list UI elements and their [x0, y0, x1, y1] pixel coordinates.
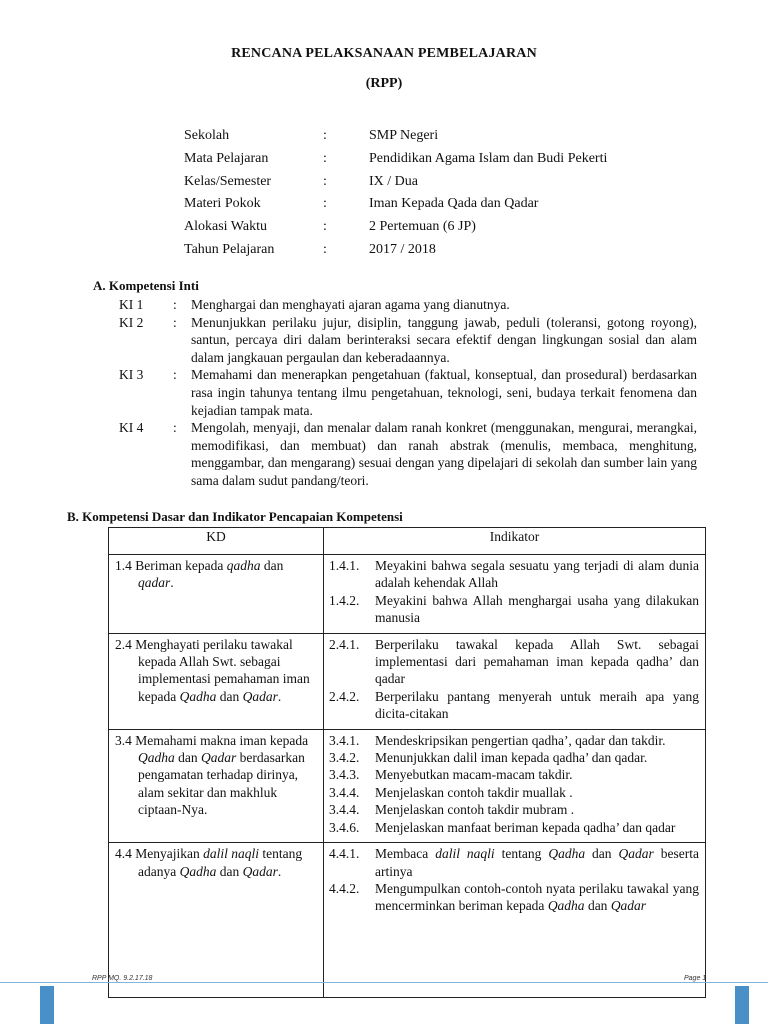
identity-value: Iman Kepada Qada dan Qadar — [369, 196, 539, 212]
kd-text: 2.4 Menghayati perilaku tawakal kepada Allah Swt. sebagai implementasi pemahaman iman kepada Qadha dan Qadar. — [115, 636, 310, 704]
identity-separator: : — [323, 150, 327, 166]
footer-bar-left — [40, 986, 54, 1024]
identity-separator: : — [323, 241, 327, 257]
table-row — [109, 843, 706, 998]
indikator-item — [329, 749, 699, 766]
indikator-item — [329, 732, 699, 749]
indikator-text: Menyebutkan macam-macam takdir. — [375, 767, 573, 783]
indikator-text: Membaca dalil naqli tentang Qadha dan Qadar beserta artinya — [375, 846, 699, 879]
identity-separator: : — [323, 219, 327, 235]
indikator-number: 3.4.1. — [329, 732, 360, 748]
identity-table — [184, 128, 607, 265]
indikator-number: 1.4.1. — [329, 558, 360, 573]
indikator-item — [329, 636, 699, 688]
indikator-number: 3.4.3. — [329, 767, 360, 783]
indikator-item — [329, 784, 699, 801]
indikator-number: 2.4.1. — [329, 636, 360, 652]
identity-row — [184, 174, 607, 197]
indikator-text: Menjelaskan contoh takdir muallak . — [375, 784, 573, 800]
ki-separator: : — [173, 297, 177, 312]
ki-text: Menunjukkan perilaku jujur, disiplin, tanggung jawab, peduli (toleransi, gotong royong), santun, percaya diri dalam berinteraksi secara efektif dengan lingkungan sosial dan alam dalam jangkauan pergaulan dan keberadaannya. — [191, 314, 697, 365]
indikator-cell — [324, 729, 706, 842]
identity-label: Alokasi Waktu — [184, 219, 267, 235]
identity-separator: : — [323, 128, 327, 143]
kd-cell — [109, 729, 324, 842]
footer-divider — [0, 982, 768, 983]
indikator-item — [329, 557, 699, 592]
indikator-text: Meyakini bahwa Allah menghargai usaha yang dilakukan manusia — [375, 592, 699, 626]
identity-row — [184, 151, 607, 174]
col-header-indikator: Indikator — [324, 528, 706, 555]
kompetensi-inti-list — [119, 296, 697, 490]
kd-text: 4.4 Menyajikan dalil naqli tentang adanya Qadha dan Qadar. — [115, 846, 303, 879]
indikator-item — [329, 880, 699, 915]
table-row — [109, 555, 706, 634]
indikator-text: Meyakini bahwa segala sesuatu yang terjadi di alam dunia adalah kehendak Allah — [375, 558, 699, 591]
indikator-item — [329, 592, 699, 627]
ki-item — [119, 366, 697, 419]
table-row — [109, 729, 706, 842]
col-header-kd: KD — [109, 528, 324, 555]
section-b-heading: B. Kompetensi Dasar dan Indikator Pencapaian Kompetensi — [67, 509, 403, 524]
page-title: RENCANA PELAKSANAAN PEMBELAJARAN — [231, 46, 537, 61]
indikator-text: Menjelaskan manfaat beriman kepada qadha’ dan qadar — [375, 819, 676, 835]
identity-value: SMP Negeri — [369, 128, 439, 143]
page-subtitle: (RPP) — [365, 76, 403, 91]
indikator-number: 3.4.6. — [329, 819, 360, 835]
indikator-text: Menunjukkan dalil iman kepada qadha’ dan qadar. — [375, 750, 648, 766]
ki-code: KI 3 — [119, 367, 144, 383]
identity-row — [184, 219, 607, 242]
ki-text: Menghargai dan menghayati ajaran agama yang dianutnya. — [191, 297, 510, 312]
identity-value: 2 Pertemuan (6 JP) — [369, 219, 476, 235]
identity-value: 2017 / 2018 — [369, 241, 436, 257]
ki-code: KI 1 — [119, 297, 144, 312]
identity-value: Pendidikan Agama Islam dan Budi Pekerti — [369, 150, 608, 166]
ki-item — [119, 314, 697, 367]
indikator-item — [329, 766, 699, 783]
kd-text: 1.4 Beriman kepada qadha dan qadar. — [115, 558, 284, 591]
ki-item — [119, 419, 697, 489]
kd-text: 3.4 Memahami makna iman kepada Qadha dan Qadar berdasarkan pengamatan terhadap dirinya, alam sekitar dan makhluk ciptaan-Nya. — [115, 732, 309, 818]
identity-row — [184, 242, 607, 265]
ki-code: KI 4 — [119, 420, 144, 436]
section-a-heading: A. Kompetensi Inti — [93, 278, 199, 293]
footer-page-number: Page 1 — [684, 975, 707, 982]
identity-label: Mata Pelajaran — [184, 150, 269, 166]
indikator-cell — [324, 555, 706, 634]
kd-cell — [109, 555, 324, 634]
table-row — [109, 633, 706, 729]
indikator-text: Menjelaskan contoh takdir mubram . — [375, 802, 575, 818]
indikator-number: 1.4.2. — [329, 592, 360, 608]
indikator-text: Berperilaku pantang menyerah untuk meraih apa yang dicita-citakan — [375, 688, 699, 722]
indikator-cell — [324, 633, 706, 729]
identity-label: Materi Pokok — [184, 196, 261, 212]
kd-indikator-table — [108, 527, 706, 998]
ki-text: Memahami dan menerapkan pengetahuan (faktual, konseptual, dan prosedural) berdasarkan rasa ingin tahunya tentang ilmu pengetahuan, teknologi, seni, budaya terkait fenomena dan kejadian tampak mata. — [191, 367, 697, 418]
ki-separator: : — [173, 420, 177, 436]
indikator-item — [329, 688, 699, 723]
identity-label: Sekolah — [184, 128, 230, 143]
identity-row — [184, 128, 607, 151]
indikator-number: 3.4.4. — [329, 802, 360, 818]
identity-separator: : — [323, 196, 327, 212]
footer-bar-right — [735, 986, 749, 1024]
footer-doc-code: RPP MQ. 9.2.17.18 — [92, 975, 153, 982]
identity-separator: : — [323, 173, 327, 189]
ki-item — [119, 296, 697, 314]
indikator-text: Mendeskripsikan pengertian qadha’, qadar dan takdir. — [375, 732, 666, 748]
indikator-number: 3.4.2. — [329, 750, 360, 766]
identity-label: Tahun Pelajaran — [184, 241, 275, 257]
kd-cell — [109, 633, 324, 729]
indikator-text: Mengumpulkan contoh-contoh nyata perilaku tawakal yang mencerminkan beriman kepada Qadha dan Qadar — [375, 880, 699, 914]
indikator-text: Berperilaku tawakal kepada Allah Swt. sebagai implementasi dari pemahaman iman kepada qadha’ dan qadar — [375, 636, 699, 687]
indikator-number: 3.4.4. — [329, 784, 360, 800]
indikator-number: 2.4.2. — [329, 688, 360, 704]
identity-label: Kelas/Semester — [184, 173, 272, 189]
indikator-item — [329, 845, 699, 880]
indikator-number: 4.4.1. — [329, 846, 360, 862]
ki-text: Mengolah, menyaji, dan menalar dalam ranah konkret (menggunakan, mengurai, merangkai, memodifikasi, dan membuat) dan ranah abstrak (menulis, membaca, menghitung, menggambar, dan mengarang) sesuai dengan yang dipelajari di sekolah dan sumber lain yang sama dalam sudut pandang/teori. — [191, 420, 697, 488]
ki-separator: : — [173, 367, 177, 383]
indikator-item — [329, 801, 699, 818]
ki-code: KI 2 — [119, 314, 144, 330]
identity-value: IX / Dua — [369, 173, 418, 189]
identity-row — [184, 196, 607, 219]
indikator-item — [329, 819, 699, 836]
indikator-number: 4.4.2. — [329, 880, 360, 896]
indikator-cell — [324, 843, 706, 998]
ki-separator: : — [173, 314, 177, 330]
